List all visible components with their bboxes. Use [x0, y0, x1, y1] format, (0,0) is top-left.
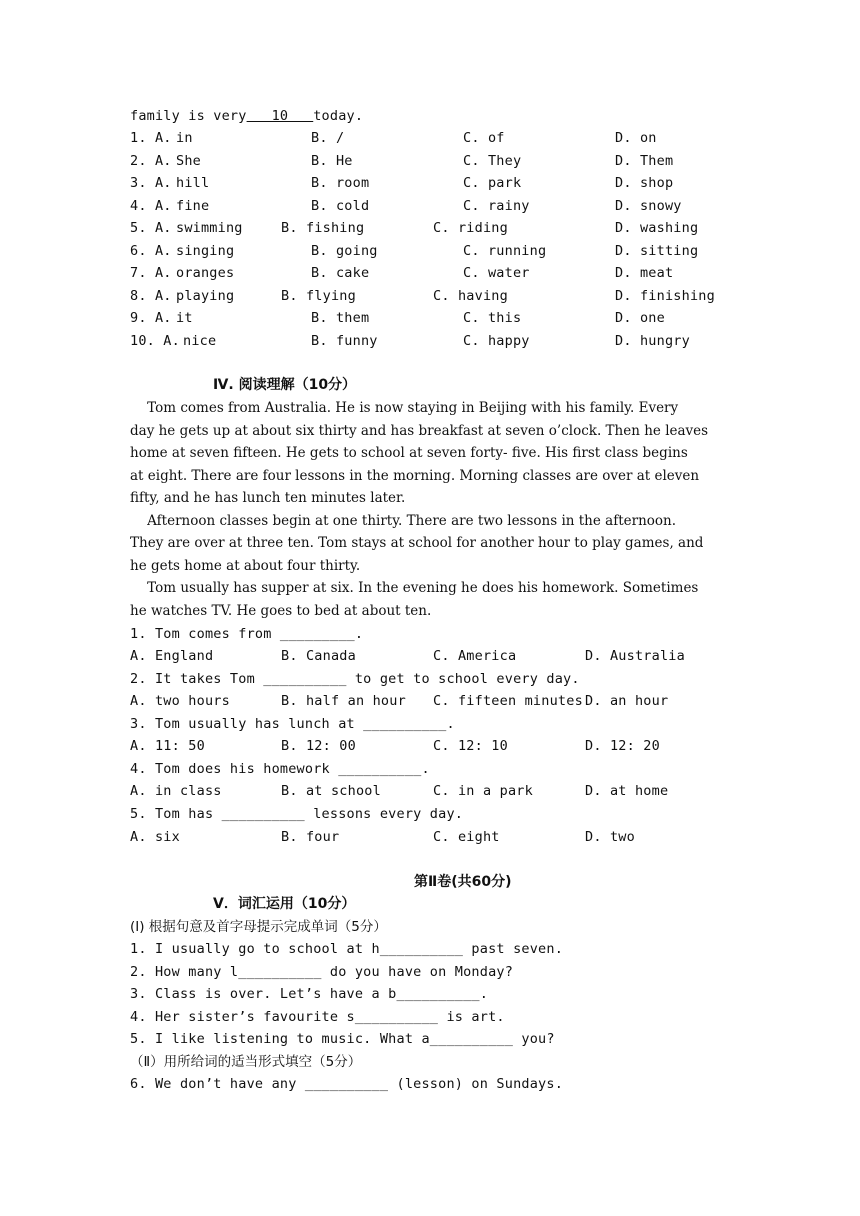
- cloze-tail-line: [130, 107, 363, 125]
- option-b: B. room: [311, 175, 370, 191]
- option-number: 9. A.: [130, 310, 172, 326]
- option-number: 2. A.: [130, 153, 172, 169]
- option-b: B. He: [311, 153, 353, 169]
- option-c: C. park: [463, 175, 522, 191]
- vocab-item: 6. We don’t have any __________ (lesson) on Sundays.: [130, 1076, 564, 1092]
- option-d: D. meat: [615, 265, 674, 281]
- part2-title: 第Ⅱ卷(共60分): [414, 874, 512, 890]
- answer-option-b: B. at school: [281, 783, 381, 799]
- answer-option-c: C. America: [433, 648, 517, 664]
- option-d: D. one: [615, 310, 665, 326]
- cloze-tail-prefix: family is very: [130, 108, 247, 124]
- answer-option-a: A. in class: [130, 783, 222, 799]
- option-a: playing: [176, 288, 235, 304]
- option-number: 3. A.: [130, 175, 172, 191]
- option-number: 1. A.: [130, 130, 172, 146]
- answer-option-a: A. two hours: [130, 693, 230, 709]
- option-number: 5. A.: [130, 220, 172, 236]
- vocab-item: 4. Her sister’s favourite s__________ is art.: [130, 1009, 505, 1025]
- answer-option-c: C. eight: [433, 829, 500, 845]
- passage-line: They are over at three ten. Tom stays at school for another hour to play games, and: [130, 535, 704, 551]
- option-b: B. going: [311, 243, 378, 259]
- option-b: B. cake: [311, 265, 370, 281]
- option-b: B. flying: [281, 288, 356, 304]
- passage-line: he gets home at about four thirty.: [130, 558, 361, 574]
- answer-option-a: A. six: [130, 829, 180, 845]
- answer-option-a: A. 11: 50: [130, 738, 205, 754]
- option-a: hill: [176, 175, 210, 191]
- passage-line: Tom usually has supper at six. In the evening he does his homework. Sometimes: [130, 580, 699, 596]
- option-a: She: [176, 153, 201, 169]
- option-c: C. running: [463, 243, 547, 259]
- option-d: D. sitting: [615, 243, 699, 259]
- answer-option-c: C. fifteen minutes: [433, 693, 583, 709]
- option-a: oranges: [176, 265, 235, 281]
- passage-line: Tom comes from Australia. He is now staying in Beijing with his family. Every: [130, 400, 679, 416]
- vocab-item: 2. How many l__________ do you have on Monday?: [130, 964, 514, 980]
- option-a: in: [176, 130, 193, 146]
- option-d: D. on: [615, 130, 657, 146]
- option-b: B. funny: [311, 333, 378, 349]
- answer-option-a: A. England: [130, 648, 214, 664]
- option-a: nice: [183, 333, 217, 349]
- vocab-heading: V．词汇运用（10分）: [213, 896, 356, 912]
- option-c: C. riding: [433, 220, 508, 236]
- option-b: B. cold: [311, 198, 370, 214]
- reading-heading: Ⅳ. 阅读理解（10分）: [213, 377, 357, 393]
- option-c: C. happy: [463, 333, 530, 349]
- passage-line: he watches TV. He goes to bed at about ten.: [130, 603, 432, 619]
- answer-option-d: D. an hour: [585, 693, 669, 709]
- answer-option-d: D. Australia: [585, 648, 685, 664]
- option-number: 6. A.: [130, 243, 172, 259]
- answer-option-d: D. two: [585, 829, 635, 845]
- vocab-item: 1. I usually go to school at h__________ past seven.: [130, 941, 564, 957]
- option-a: fine: [176, 198, 210, 214]
- option-c: C. of: [463, 130, 505, 146]
- sub-section-2-heading: （Ⅱ）用所给词的适当形式填空（5分）: [130, 1054, 362, 1070]
- option-c: C. water: [463, 265, 530, 281]
- answer-option-b: B. four: [281, 829, 340, 845]
- cloze-blank-10: 10: [246, 108, 314, 124]
- option-b: B. fishing: [281, 220, 365, 236]
- option-c: C. this: [463, 310, 522, 326]
- passage-line: Afternoon classes begin at one thirty. There are two lessons in the afternoon.: [130, 513, 677, 529]
- option-b: B. /: [311, 130, 345, 146]
- option-c: C. rainy: [463, 198, 530, 214]
- option-number: 4. A.: [130, 198, 172, 214]
- answer-option-d: D. at home: [585, 783, 669, 799]
- option-number: 10. A.: [130, 333, 180, 349]
- option-c: C. They: [463, 153, 522, 169]
- sub-section-1-heading: (Ⅰ) 根据句意及首字母提示完成单词（5分）: [130, 919, 387, 935]
- option-a: swimming: [176, 220, 243, 236]
- vocab-item: 3. Class is over. Let’s have a b__________.: [130, 986, 489, 1002]
- option-d: D. hungry: [615, 333, 690, 349]
- option-d: D. Them: [615, 153, 674, 169]
- passage-line: at eight. There are four lessons in the morning. Morning classes are over at eleven: [130, 468, 700, 484]
- question-stem: 5. Tom has __________ lessons every day.: [130, 806, 464, 822]
- question-stem: 2. It takes Tom __________ to get to school every day.: [130, 671, 580, 687]
- cloze-tail-suffix: today.: [313, 108, 364, 124]
- answer-option-b: B. half an hour: [281, 693, 406, 709]
- question-stem: 3. Tom usually has lunch at __________.: [130, 716, 455, 732]
- answer-option-c: C. in a park: [433, 783, 533, 799]
- answer-option-b: B. 12: 00: [281, 738, 356, 754]
- option-d: D. shop: [615, 175, 674, 191]
- passage-line: home at seven fifteen. He gets to school at seven forty- five. His first class begins: [130, 445, 688, 461]
- option-c: C. having: [433, 288, 508, 304]
- option-a: it: [176, 310, 193, 326]
- answer-option-b: B. Canada: [281, 648, 356, 664]
- answer-option-d: D. 12: 20: [585, 738, 660, 754]
- question-stem: 4. Tom does his homework __________.: [130, 761, 430, 777]
- question-stem: 1. Tom comes from _________.: [130, 626, 364, 642]
- option-number: 8. A.: [130, 288, 172, 304]
- passage-line: day he gets up at about six thirty and has breakfast at seven o’clock. Then he leaves: [130, 423, 709, 439]
- option-b: B. them: [311, 310, 370, 326]
- option-d: D. finishing: [615, 288, 715, 304]
- option-number: 7. A.: [130, 265, 172, 281]
- answer-option-c: C. 12: 10: [433, 738, 508, 754]
- option-d: D. washing: [615, 220, 699, 236]
- option-a: singing: [176, 243, 235, 259]
- option-d: D. snowy: [615, 198, 682, 214]
- vocab-item: 5. I like listening to music. What a__________ you?: [130, 1031, 555, 1047]
- passage-line: fifty, and he has lunch ten minutes later.: [130, 490, 406, 506]
